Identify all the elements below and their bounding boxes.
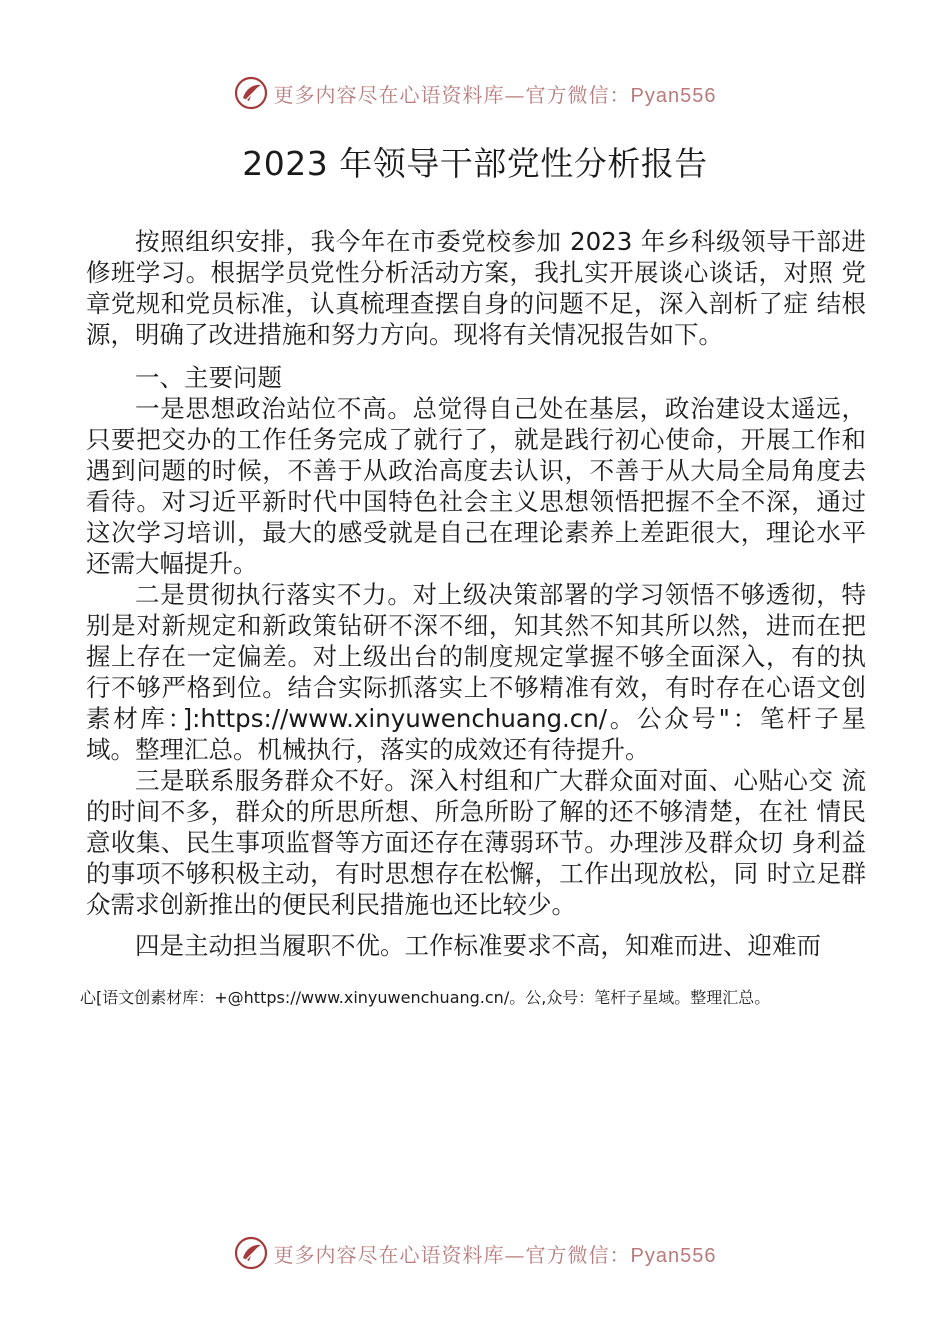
- section-heading: 一、主要问题: [135, 363, 282, 392]
- paragraph-intro: 按照组织安排，我今年在市委党校参加 2023 年乡科级领导干部进修班学习。根据学员党性分析活动方案，我扎实开展谈心谈话，对照 党章党规和党员标准，认真梳理查摆自身的问题不足，深入剖析了症 结根源，明确了改进措施和努力方向。现将有关情况报告如下。: [86, 227, 866, 349]
- document-title: 2023 年领导干部党性分析报告: [242, 144, 708, 183]
- banner-wechat-id: Pyan556: [630, 1244, 717, 1267]
- page-footnote: 心[语文创素材库：+@https://www.xinyuwenchuang.cn/。公,众号：笔杆子星域。整理汇总。: [80, 988, 771, 1007]
- brand-logo-icon: [234, 1236, 268, 1270]
- document-body: [86, 226, 866, 961]
- brand-logo-icon: [234, 76, 268, 110]
- footer-banner: [0, 1228, 950, 1278]
- paragraph-issue-4: 四是主动担当履职不优。工作标准要求不高，知难而进、迎难而: [135, 931, 821, 960]
- banner-text-cn: 更多内容尽在心语资料库—官方微信：: [273, 82, 631, 107]
- banner-text-cn: 更多内容尽在心语资料库—官方微信：: [273, 1242, 631, 1267]
- paragraph-issue-1: 一是思想政治站位不高。总觉得自己处在基层，政治建设太遥远，只要把交办的工作任务完成了就行了，就是践行初心使命，开展工作和遇到问题的时候，不善于从政治高度去认识，不善于从大局全局角度去看待。对习近平新时代中国特色社会主义思想领悟把握不全不深，通过这次学习培训，最大的感受就是自己在理论素养上差距很大，理论水平还需大幅提升。: [86, 394, 866, 578]
- paragraph-issue-3: 三是联系服务群众不好。深入村组和广大群众面对面、心贴心交 流的时间不多，群众的所思所想、所急所盼了解的还不够清楚，在社 情民意收集、民生事项监督等方面还存在薄弱环节。办理涉及群众切 身利益的事项不够积极主动，有时思想存在松懈，工作出现放松，同 时立足群众需求创新推出的便民利民措施也还比较少。: [86, 766, 866, 919]
- banner-wechat-id: Pyan556: [630, 84, 717, 107]
- header-banner: [0, 68, 950, 118]
- paragraph-issue-2: 二是贯彻执行落实不力。对上级决策部署的学习领悟不够透彻，特别是对新规定和新政策钻研不深不细，知其然不知其所以然，进而在把握上存在一定偏差。对上级出台的制度规定掌握不够全面深入，有的执行不够严格到位。结合实际抓落实上不够精准有效，有时存在心语文创素材库：]:https://www.xinyuwenchuang.cn/。公众号"：笔杆子星域。整理汇总。机械执行，落实的成效还有待提升。: [86, 580, 866, 764]
